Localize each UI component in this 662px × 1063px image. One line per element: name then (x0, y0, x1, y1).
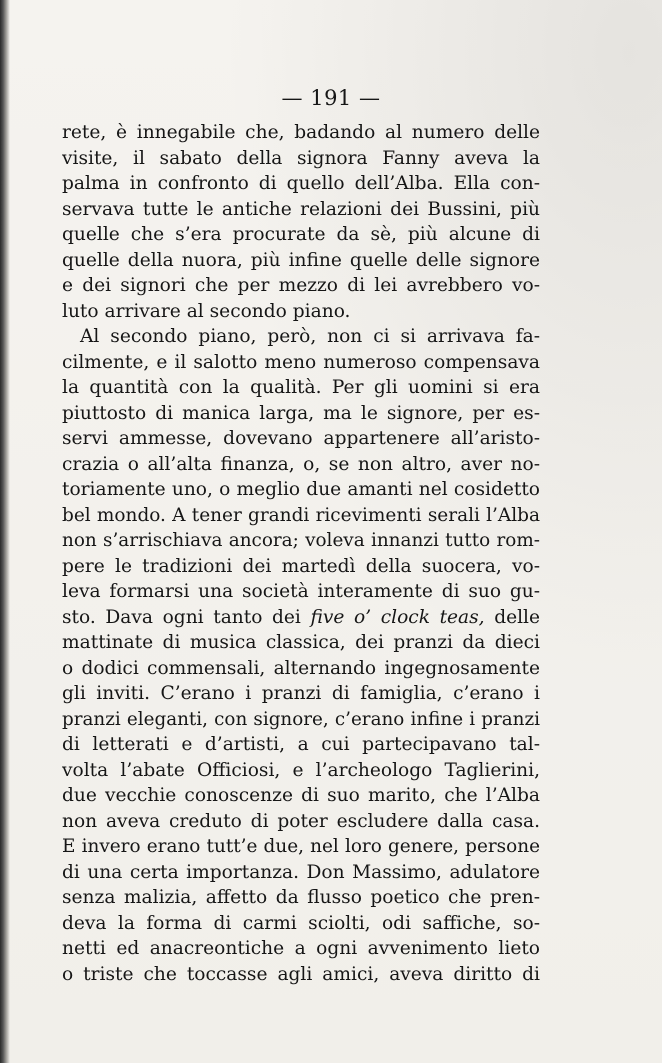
text-line: servi ammesse, dovevano appartenere all’aristo- (62, 428, 540, 449)
text-line: di letterati e d’artisti, a cui partecipavano tal- (62, 734, 540, 755)
text-line: pranzi eleganti, con signore, c’erano infine i pranzi (62, 708, 540, 730)
paragraph-start-line: Al secondo piano, però, non ci si arrivava fa- (80, 326, 540, 347)
text-line: palma in confronto di quello dell’Alba. Ella con- (62, 173, 540, 194)
text-line: bel mondo. A tener grandi ricevimenti serali l’Alba (62, 504, 540, 526)
text-line: o dodici commensali, alternando ingegnosamente (62, 657, 540, 679)
text-line: rete, è innegabile che, badando al numero delle (62, 122, 540, 143)
text-segment: delle (484, 606, 540, 628)
text-line: pere le tradizioni dei martedì della suocera, vo- (62, 555, 540, 577)
italic-phrase: five o’ clock teas, (310, 606, 485, 628)
page-number: — 191 — (281, 86, 381, 110)
text-line: piuttosto di manica larga, ma le signore, per es- (62, 402, 540, 424)
text-line: servava tutte le antiche relazioni dei Bussini, più (62, 198, 540, 220)
text-line: leva formarsi una società interamente di suo gu- (62, 581, 540, 602)
text-line: non aveva creduto di poter escludere dalla casa. (62, 810, 540, 832)
text-line: la quantità con la qualità. Per gli uomini si era (62, 377, 540, 398)
text-line: E invero erano tutt’e due, nel loro genere, persone (62, 836, 540, 857)
text-line: quelle che s’era procurate da sè, più alcune di (62, 224, 540, 245)
text-line: gli inviti. C’erano i pranzi di famiglia, c’erano i (62, 683, 540, 704)
text-line: toriamente uno, o meglio due amanti nel cosidetto (62, 479, 540, 500)
text-line: o triste che toccasse agli amici, aveva diritto di (62, 963, 540, 985)
text-line: volta l’abate Officiosi, e l’archeologo Taglierini, (62, 759, 540, 781)
text-line: mattinate di musica classica, dei pranzi da dieci (62, 632, 540, 653)
text-line: due vecchie conoscenze di suo marito, che l’Alba (62, 785, 540, 806)
text-line: quelle della nuora, più infine quelle delle signore (62, 249, 540, 271)
page-binding-edge (0, 0, 10, 1063)
text-line: visite, il sabato della signora Fanny aveva la (62, 147, 540, 169)
text-line-with-italic (62, 605, 540, 631)
body-text (62, 120, 540, 987)
text-line: crazia o all’alta finanza, o, se non altro, aver no- (62, 453, 540, 475)
text-line: cilmente, e il salotto meno numeroso compensava (62, 351, 540, 373)
text-line: non s’arrischiava ancora; voleva innanzi tutto rom- (62, 530, 540, 551)
text-line: senza malizia, affetto da flusso poetico che pren- (62, 887, 540, 908)
text-line: e dei signori che per mezzo di lei avrebbero vo- (62, 275, 540, 296)
text-line: deva la forma di carmi sciolti, odi saffiche, so- (62, 912, 540, 934)
text-segment: sto. Dava ogni tanto dei (62, 606, 311, 628)
text-line: netti ed anacreontiche a ogni avvenimento lieto (62, 938, 540, 959)
paragraph-end-line: luto arrivare al secondo piano. (62, 300, 351, 322)
text-line: di una certa importanza. Don Massimo, adulatore (62, 861, 540, 883)
